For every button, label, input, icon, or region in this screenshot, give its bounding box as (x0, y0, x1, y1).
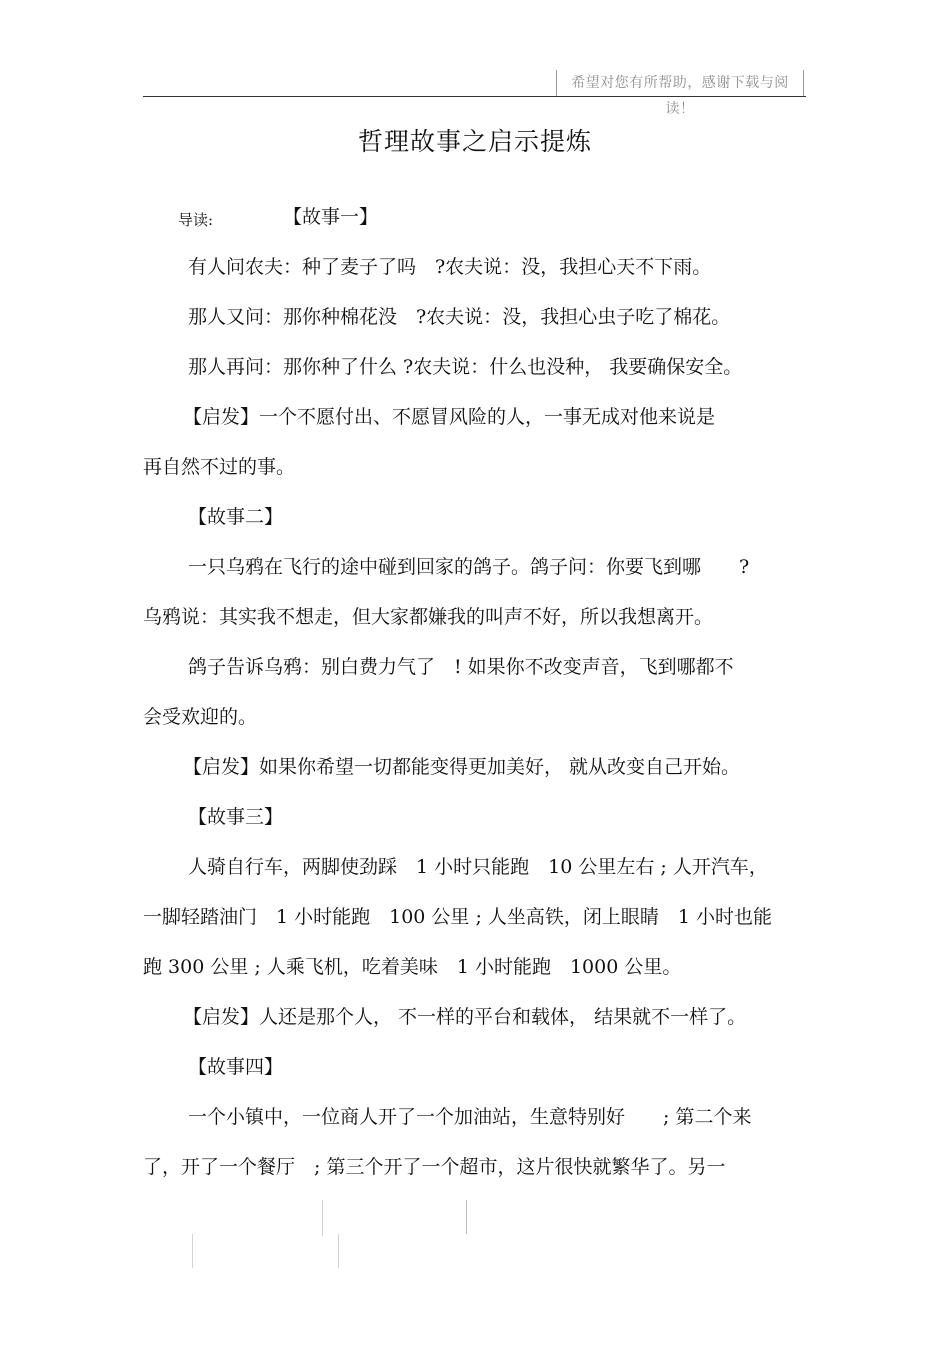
story3-heading: 【故事三】 (188, 806, 284, 828)
intro-label: 导读: (178, 211, 214, 229)
story2-line-3: 鸽子告诉乌鸦：别白费力气了 ! 如果你不改变声音，飞到哪都不 (188, 656, 734, 678)
story2-line-4: 会受欢迎的。 (143, 706, 258, 728)
story2-line-1: 一只乌鸦在飞行的途中碰到回家的鸽子。鸽子问：你要飞到哪 ? (188, 556, 750, 578)
story4-line-2: 了，开了一个餐厅 ; 第三个开了一个超市，这片很快就繁华了。另一 (143, 1156, 726, 1178)
story1-heading: 【故事一】 (283, 206, 379, 228)
story4-line-1: 一个小镇中，一位商人开了一个加油站，生意特别好 ; 第二个来 (188, 1106, 752, 1128)
story4-heading: 【故事四】 (188, 1056, 284, 1078)
scan-artifact-line (466, 1200, 467, 1234)
story2-heading: 【故事二】 (188, 506, 284, 528)
story1-insight-line-2: 再自然不过的事。 (143, 456, 296, 478)
watermark-banner: 希望对您有所帮助，感谢下载与阅读！ (556, 70, 804, 96)
story1-line-3: 那人再问：那你种了什么 ?农夫说：什么也没种， 我要确保安全。 (188, 356, 743, 378)
story1-line-1: 有人问农夫：种了麦子了吗 ?农夫说：没，我担心天不下雨。 (188, 256, 712, 278)
scan-artifact-line (192, 1234, 193, 1268)
story3-line-3: 跑 300 公里 ; 人乘飞机，吃着美味 1 小时能跑 1000 公里。 (143, 956, 682, 978)
story2-insight: 【启发】如果你希望一切都能变得更加美好， 就从改变自己开始。 (183, 756, 741, 778)
story2-line-2: 乌鸦说：其实我不想走，但大家都嫌我的叫声不好，所以我想离开。 (143, 606, 714, 628)
document-title: 哲理故事之启示提炼 (357, 127, 592, 156)
story1-insight-line-1: 【启发】一个不愿付出、不愿冒风险的人，一事无成对他来说是 (183, 406, 716, 428)
story3-line-2: 一脚轻踏油门 1 小时能跑 100 公里 ; 人坐高铁，闭上眼睛 1 小时也能 (143, 906, 773, 928)
story1-line-2: 那人又问：那你种棉花没 ?农夫说：没，我担心虫子吃了棉花。 (188, 306, 731, 328)
scan-artifact-line (322, 1200, 323, 1236)
header-divider (143, 96, 806, 97)
scan-artifact-line (338, 1234, 339, 1268)
story3-line-1: 人骑自行车，两脚使劲踩 1 小时只能跑 10 公里左右 ; 人开汽车， (188, 856, 768, 878)
story3-insight: 【启发】人还是那个人， 不一样的平台和载体， 结果就不一样了。 (183, 1006, 747, 1028)
